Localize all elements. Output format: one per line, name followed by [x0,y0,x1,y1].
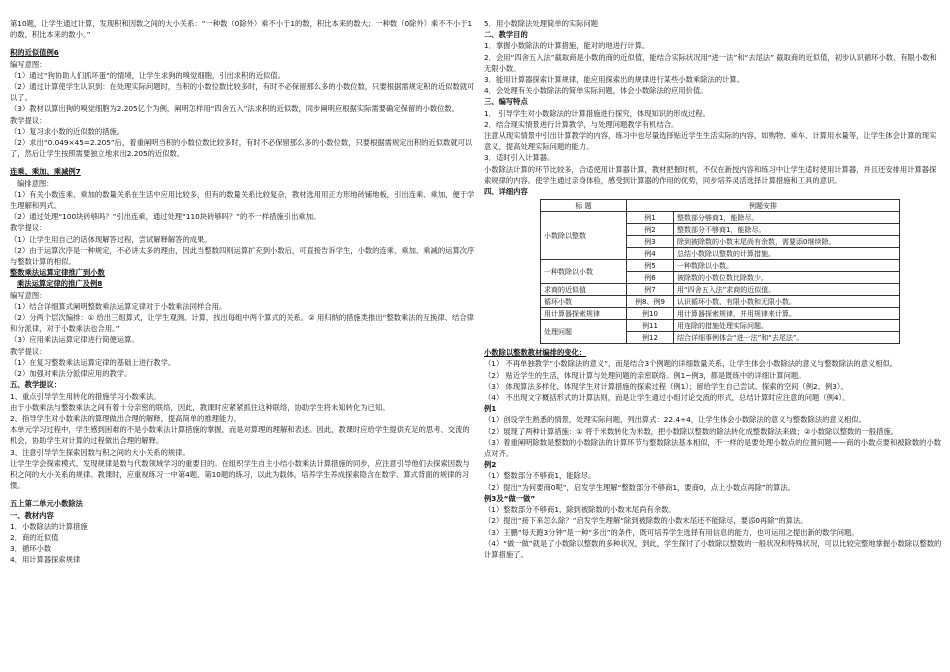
table-row [541,212,900,224]
paragraph: 2、指导学生对小数乘法的算理做出合理的解释，提高简单的推理能力。 [10,413,241,423]
paragraph: 教学提议： [10,346,47,356]
right-column [484,18,942,668]
spacer [10,40,475,47]
left-column [10,18,475,668]
paragraph: （3）着重阐明除数是整数的小数除法的计算环节与整数除法基本相似，不一样的是要处理小数点的位置问题——商的小数点要和被除数的小数点对齐。 [484,437,942,459]
table-row [541,308,900,320]
paragraph: 小数除法计算的环节比较多，合适使用计算器计算，教材把握时机，不仅在新授内容和练习中让学生适时使用计算器，并且还安排用计算器探索规律的内容。使学生通过亲身体验，感受到计算器的作用的优势，同步培养灵活选择计算措施和工具的意识。 [484,164,937,185]
section-heading: 整数乘法运算定律推广到小数 [10,268,105,278]
table-header-examples: 例题安排 [627,200,900,212]
paragraph: （1）复习求小数的近似数的措施。 [10,126,125,136]
paragraph: 4．用计算器探索规律 [10,555,81,565]
table-cell-example: 例12 [627,332,674,344]
paragraph: 教学提议： [10,115,47,125]
table-cell-description: 用“四舍五入法”求商的近似值。 [674,284,900,296]
paragraph: （2）展现了两种计算措施：① 将千米数转化为米数，把小数除以整数的除法转化成整数除法来做；②小数除以整数的一般措施。 [484,426,899,436]
paragraph: （4） 不出现文字概括形式的计算法则，而是让学生通过小组讨论交流的形式，总结计算时应注意的问题（例4）。 [484,393,850,403]
section-heading: 小数除以整数教材编排的变化： [484,348,587,358]
paragraph: （1）有关小数连乘、乘加的数量关系在生活中应用比较多，但有的数量关系比较复杂，教材选用用正方形地砖铺地板，引出连乘、乘加，便于学生理解和列式。 [10,189,475,211]
table-header-topic: 标 题 [541,200,627,212]
table-cell-example: 例1 [627,212,674,224]
paragraph: 1．小数除法的计算措施 [10,521,88,531]
table-cell-example: 例8、例9 [627,296,674,308]
right-column-text [484,18,942,197]
table-row [541,296,900,308]
paragraph: 由于小数乘法与整数乘法之间有着十分亲密的联络，因此，教课时应紧紧抓住这种联络，协助学生将未知转化为已知。 [10,402,390,412]
paragraph: （3） 体现算法多样化，体现学生对计算措施的探索过程（例1）；留给学生自己尝试、探索的空间（例2、例3）。 [484,381,848,391]
section-heading: 五、教学提议： [10,380,62,390]
paragraph: （2）加强对乘法分派律应用的教学。 [10,369,132,379]
paragraph: （1）通过“狗协助人们抓坏蛋”的情境，让学生求狗的嗅觉细胞，引出求积的近似值。 [10,70,285,80]
right-column-text-after [484,347,942,560]
paragraph: 4．会处理有关小数除法的简单实际问题，体会小数除法的应用价值。 [484,86,708,96]
paragraph: （2） 贴近学生的生活，体现计算与处理问题的亲密联络。例1~例3，都是既练中的详细计算问题。 [484,370,806,380]
paragraph: （2）提出“接下来怎么除？”启发学生理解“除到被除数的小数末尾还不能除尽，要添0再除”的算法。 [484,516,808,526]
section-heading: 积的近似值例6 [10,48,59,58]
table-cell-description: 整数部分够商1，能除尽。 [674,212,900,224]
paragraph: 1． 引导学生对小数除法的计算措施进行探究，体现知识的形成过程。 [484,108,710,118]
section-heading: 二、教学目的 [484,30,528,40]
paragraph: 1、重点引导学生用转化的措施学习小数乘法。 [10,391,161,401]
table-cell-example: 例7 [627,284,674,296]
paragraph: 编写意图： [10,59,47,69]
table-row [541,320,900,332]
table-cell-description: 用连除的措施处理实际问题。 [674,320,900,332]
paragraph: 1．掌握小数除法的计算措施，能对的地进行计算。 [484,41,650,51]
table-cell-example: 例10 [627,308,674,320]
section-heading: 一、教材内容 [10,510,54,520]
section-heading: 三、编写特点 [484,97,528,107]
table-cell-topic: 用计算器探索规律 [541,308,627,320]
section-heading: 例3及“做一做” [484,493,536,503]
section-heading: 例2 [484,460,497,470]
paragraph: （4）“做一做”就是了小数除以整数的多种状况，到此，学生探讨了小数除以整数的一般状况和特殊状况，可以比较完整地掌握小数除以整数的计算措施了。 [484,538,942,559]
content-table [540,199,900,344]
table-cell-example: 例4 [627,248,674,260]
paragraph: 2．商的近似值 [10,532,59,542]
paragraph: 让学生学会探索模式、发现规律是数与代数领域学习的重要目的。在组织学生自主小结小数乘法计算措施的同步，应注意引导他们去探索因数与积之间的大小关系的规律。教课时，应重视练习一中第4题、第10题的练习，以此为载体，培养学生养成探索隐含在数学、算式背面的规律的习惯。 [10,458,470,491]
paragraph: 3．循环小数 [10,544,52,554]
paragraph: （1） 不再单独教学“小数除法的意义”，而是结合3个例题的详细数量关系，让学生体会小数除法的意义与整数除法的意义相似。 [484,359,898,369]
section-heading: 例1 [484,404,497,414]
paragraph: （2）求出“0.049×45=2.205”后，着重阐明当积的小数位数比较多时，有时不必保留那么多的小数位数，只要根据需规定出积的近似数就可以了，然后让学生按照需要独立地求出2.205的近似数。 [10,138,473,159]
table-cell-example: 例11 [627,320,674,332]
paragraph: （2）提出“为何要商0呢”，启发学生理解“整数部分不够商1，要商0，点上小数点再除”的算法。 [484,482,795,492]
paragraph: 第10题，让学生通过计算，发现积和因数之间的大小关系：“一种数（0除外）乘不小于1的数，积比本来的数大；一种数（0除外）乘不不小于1的数，积比本来的数小。” [10,19,473,40]
table-cell-description: 被除数的小数位数比除数少。 [674,272,900,284]
table-cell-description: 结合详细事例体会“进一法”和“去尾法”。 [674,332,900,344]
paragraph: （1）整数部分不够商1，能除尽。 [484,471,596,481]
table-cell-topic: 一种数除以小数 [541,260,627,284]
paragraph: 2．结合现实情景进行计算教学，与处理问题教学有机结合。 [484,119,679,129]
table-header-row [541,200,900,212]
paragraph: 编排意图： [17,178,54,188]
table-cell-description: 除到被除数的小数末尾尚有余数，需要添0继续除。 [674,236,900,248]
table-cell-topic: 求商的近似值 [541,284,627,296]
section-heading: 乘法运算定律的推广及例8 [17,279,103,289]
table-cell-description: 整数部分不够商1，能除尽。 [674,224,900,236]
paragraph: （1）让学生用自己的话体现解答过程，尝试解释解答的成果。 [10,234,212,244]
spacer [10,159,475,166]
paragraph: （2）由于运算次序是一种规定，不必讲太多的理由，因此当整数四则运算扩充到小数后，可直接告诉学生，小数的连乘、乘加、乘减的运算次序与整数计算的相似。 [10,245,475,267]
table-cell-example: 例5 [627,260,674,272]
paragraph: 3．能用计算器探索计算规律，能应用探索出的规律进行某些小数乘除法的计算。 [484,75,745,85]
paragraph: 5．用小数除法处理简单的实际问题 [484,19,599,28]
paragraph: （1）结合详细算式阐明整数乘法运算定律对于小数乘法同样合用。 [10,301,227,311]
table-cell-example: 例6 [627,272,674,284]
spacer [10,491,475,498]
paragraph: （2）分两个层次编排：① 给出三组算式，让学生观测、计算，找出每组中两个算式的关系。② 用归纳的措施类推出“整数乘法的互换律、结合律和分派律，对于小数乘法也合用。” [10,313,474,334]
paragraph: （2）通过计算使学生认识到：在处理实际问题时，当积的小数位数比较多时，有时不必保留那么多的小数位数，只要根据需规定积的近似数就可以了。 [10,82,475,103]
paragraph: 3．适时引入计算器。 [484,153,555,163]
paragraph: （1）整数部分不够商1，除到被除数的小数末尾尚有余数。 [484,505,676,515]
table-cell-description: 认识循环小数、有限小数和无限小数。 [674,296,900,308]
table-row [541,284,900,296]
table-cell-example: 例3 [627,236,674,248]
paragraph: 2．会用“四舍五入法”截取商是小数的商的近似值，能结合实际状况用“进一法”和“去尾法” 截取商的近似值，初步认识循环小数、有限小数和无限小数。 [484,52,937,73]
table-cell-topic: 小数除以整数 [541,212,627,260]
paragraph: （3）王鹏“每天跑3分钟”是一种“多出”的条件，既可培养学生选择有用信息的能力，也可运用之提出新的数学问题。 [484,527,859,537]
paragraph: （2）通过处理“100块砖够吗？”引出连乘，通过处理“110块砖够吗？”的不一样措施引出乘加。 [10,212,321,222]
table-cell-example: 例2 [627,224,674,236]
paragraph: （1）在复习整数乘法运算定律的基础上进行教学。 [10,357,176,367]
table-cell-topic: 循环小数 [541,296,627,308]
table-cell-description: 用计算器探索规律，并用规律来计算。 [674,308,900,320]
paragraph: 注意从现实情景中引出计算教学的内容，练习中也尽量选择贴近学生生活实际的内容，如购物、乘车、计算用水量等，让学生体会计算的现实意义，提高处理实际问题的能力。 [484,131,937,152]
paragraph: （1）创设学生熟悉的情景，处理实际问题，列出算式：22.4÷4，让学生体会小数除法的意义与整数除法的意义相似。 [484,415,866,425]
paragraph: 编写意图： [10,290,47,300]
paragraph: （3）教材以算出狗的嗅觉细胞为2.205亿个为例，阐明怎样用“四舍五入”法求积的近似数，同步阐明应根据实际需要确定保留的小数位数。 [10,104,460,114]
section-heading: 四、详细内容 [484,187,528,197]
table-cell-description: 总结小数除以整数的计算措施。 [674,248,900,260]
paragraph: 本单元学习过程中，学生感到困难的不是小数乘法计算措施的掌握，而是对算理的理解和表述。因此，教课时应给学生提供充足的思考、交流的机会，协助学生对计算的过程做出合理的解释。 [10,425,470,446]
table-row [541,260,900,272]
table-cell-description: 一种数除以小数。 [674,260,900,272]
section-heading: 连乘、乘加、乘减例7 [10,167,81,177]
section-heading: 五上第二单元小数除法 [10,499,83,509]
paragraph: 3、注意引导学生探索因数与积之间的大小关系的规律。 [10,447,190,457]
table-cell-topic: 处理问题 [541,320,627,344]
paragraph: （3）应用乘法运算定律进行简便运算。 [10,335,139,345]
paragraph: 教学提议： [10,223,47,233]
